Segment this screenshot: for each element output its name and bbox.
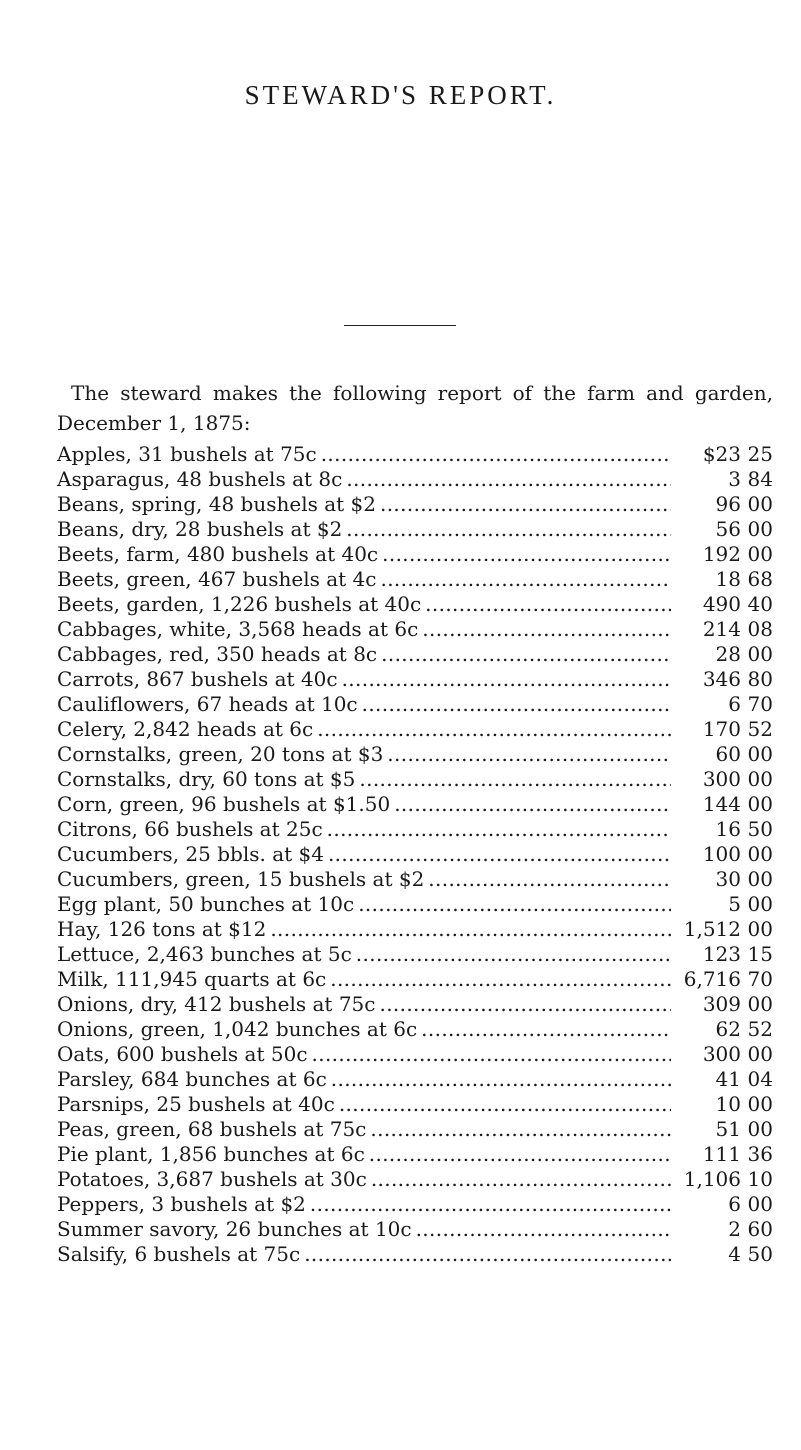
item-label: Celery, 2,842 heads at 6c — [57, 717, 314, 741]
item-dollars: 62 — [715, 1017, 741, 1041]
item-dollars: 51 — [715, 1117, 741, 1141]
item-cents: 00 — [747, 1117, 773, 1141]
page-title: STEWARD'S REPORT. — [244, 80, 557, 110]
ledger-row — [57, 917, 773, 942]
dot-leader — [425, 592, 671, 617]
dot-leader — [370, 1117, 671, 1142]
dot-leader — [342, 667, 671, 692]
dot-leader — [346, 517, 671, 542]
item-dollars: 309 — [702, 992, 741, 1016]
ledger-row — [57, 467, 773, 492]
item-dollars: 1,512 — [683, 917, 741, 941]
item-dollars: 30 — [715, 867, 741, 891]
dot-leader — [339, 1092, 671, 1117]
ledger-row — [57, 1192, 773, 1217]
dot-leader — [387, 742, 671, 767]
ledger-row — [57, 592, 773, 617]
item-dollars: 192 — [702, 542, 741, 566]
item-label: Potatoes, 3,687 bushels at 30c — [57, 1167, 367, 1191]
dot-leader — [312, 1042, 671, 1067]
divider-rule — [344, 325, 456, 326]
item-label: Apples, 31 bushels at 75c — [57, 442, 317, 466]
item-dollars: 100 — [702, 842, 741, 866]
item-dollars: 10 — [715, 1092, 741, 1116]
item-cents: 52 — [747, 1017, 773, 1041]
item-dollars: 346 — [702, 667, 741, 691]
item-label: Summer savory, 26 bunches at 10c — [57, 1217, 412, 1241]
item-label: Milk, 111,945 quarts at 6c — [57, 967, 327, 991]
ledger-row — [57, 442, 773, 467]
item-dollars: 123 — [702, 942, 741, 966]
item-dollars: 6 — [728, 1192, 741, 1216]
ledger-row — [57, 1042, 773, 1067]
dot-leader — [359, 767, 671, 792]
item-dollars: 60 — [715, 742, 741, 766]
ledger-list — [57, 442, 773, 1267]
item-dollars: 28 — [715, 642, 741, 666]
item-cents: 70 — [747, 967, 773, 991]
dot-leader — [331, 1067, 671, 1092]
ledger-row — [57, 742, 773, 767]
item-label: Parsley, 684 bunches at 6c — [57, 1067, 327, 1091]
item-cents: 00 — [747, 517, 773, 541]
ledger-row — [57, 1142, 773, 1167]
item-cents: 00 — [747, 867, 773, 891]
dot-leader — [304, 1242, 671, 1267]
ledger-row — [57, 1242, 773, 1267]
item-dollars: 5 — [728, 892, 741, 916]
item-cents: 50 — [747, 1242, 773, 1266]
item-cents: 08 — [747, 617, 773, 641]
dot-leader — [428, 867, 671, 892]
item-dollars: 170 — [702, 717, 741, 741]
item-dollars: 6,716 — [683, 967, 741, 991]
ledger-row — [57, 1117, 773, 1142]
item-dollars: 4 — [728, 1242, 741, 1266]
item-dollars: 18 — [715, 567, 741, 591]
item-cents: 04 — [747, 1067, 773, 1091]
ledger-row — [57, 1217, 773, 1242]
item-cents: 36 — [747, 1142, 773, 1166]
dot-leader — [310, 1192, 671, 1217]
item-cents: 00 — [747, 1092, 773, 1116]
dot-leader — [270, 917, 671, 942]
ledger-row — [57, 1092, 773, 1117]
dot-leader — [327, 817, 671, 842]
intro-paragraph — [57, 378, 773, 438]
item-label: Egg plant, 50 bunches at 10c — [57, 892, 355, 916]
ledger-row — [57, 692, 773, 717]
dot-leader — [317, 717, 671, 742]
ledger-row — [57, 967, 773, 992]
ledger-row — [57, 567, 773, 592]
dot-leader — [371, 1167, 671, 1192]
item-label: Cucumbers, 25 bbls. at $4 — [57, 842, 324, 866]
item-cents: 00 — [747, 917, 773, 941]
dot-leader — [422, 617, 671, 642]
dot-leader — [381, 642, 671, 667]
item-cents: 10 — [747, 1167, 773, 1191]
dot-leader — [380, 567, 671, 592]
item-cents: 60 — [747, 1217, 773, 1241]
item-dollars: 1,106 — [683, 1167, 741, 1191]
item-label: Cauliflowers, 67 heads at 10c — [57, 692, 358, 716]
item-label: Asparagus, 48 bushels at 8c — [57, 467, 343, 491]
item-label: Beets, green, 467 bushels at 4c — [57, 567, 377, 591]
ledger-row — [57, 517, 773, 542]
item-cents: 00 — [747, 842, 773, 866]
item-cents: 00 — [747, 542, 773, 566]
ledger-row — [57, 767, 773, 792]
item-dollars: 111 — [702, 1142, 741, 1166]
dot-leader — [394, 792, 671, 817]
dot-leader — [416, 1217, 671, 1242]
ledger-row — [57, 817, 773, 842]
item-cents: 40 — [747, 592, 773, 616]
ledger-row — [57, 1167, 773, 1192]
item-cents: 84 — [747, 467, 773, 491]
item-label: Cucumbers, green, 15 bushels at $2 — [57, 867, 425, 891]
item-label: Beans, dry, 28 bushels at $2 — [57, 517, 343, 541]
item-label: Cornstalks, dry, 60 tons at $5 — [57, 767, 356, 791]
item-label: Beans, spring, 48 bushels at $2 — [57, 492, 376, 516]
dot-leader — [328, 842, 671, 867]
item-cents: 70 — [747, 692, 773, 716]
item-cents: 50 — [747, 817, 773, 841]
dot-leader — [379, 992, 671, 1017]
item-cents: 00 — [747, 992, 773, 1016]
item-dollars: 3 — [728, 467, 741, 491]
intro-line-1: The steward makes the following report of the farm and garden, — [71, 381, 773, 405]
item-label: Parsnips, 25 bushels at 40c — [57, 1092, 335, 1116]
item-label: Corn, green, 96 bushels at $1.50 — [57, 792, 391, 816]
item-cents: 52 — [747, 717, 773, 741]
dot-leader — [358, 892, 671, 917]
ledger-row — [57, 1067, 773, 1092]
item-label: Carrots, 867 bushels at 40c — [57, 667, 338, 691]
ledger-row — [57, 892, 773, 917]
item-dollars: 2 — [728, 1217, 741, 1241]
ledger-row — [57, 642, 773, 667]
item-label: Pie plant, 1,856 bunches at 6c — [57, 1142, 365, 1166]
item-label: Cabbages, white, 3,568 heads at 6c — [57, 617, 419, 641]
item-dollars: 144 — [702, 792, 741, 816]
item-label: Citrons, 66 bushels at 25c — [57, 817, 323, 841]
item-dollars: 96 — [715, 492, 741, 516]
item-dollars: 41 — [715, 1067, 741, 1091]
item-cents: 25 — [747, 442, 773, 466]
ledger-row — [57, 617, 773, 642]
ledger-row — [57, 992, 773, 1017]
ledger-row — [57, 792, 773, 817]
item-label: Hay, 126 tons at $12 — [57, 917, 267, 941]
item-cents: 00 — [747, 492, 773, 516]
dot-leader — [321, 442, 671, 467]
item-label: Peas, green, 68 bushels at 75c — [57, 1117, 367, 1141]
item-label: Peppers, 3 bushels at $2 — [57, 1192, 306, 1216]
item-dollars: 16 — [715, 817, 741, 841]
item-label: Onions, green, 1,042 bunches at 6c — [57, 1017, 418, 1041]
item-dollars: 490 — [702, 592, 741, 616]
item-dollars: 56 — [715, 517, 741, 541]
dot-leader — [369, 1142, 671, 1167]
item-cents: 00 — [747, 892, 773, 916]
ledger-row — [57, 667, 773, 692]
item-dollars: $23 — [702, 442, 741, 466]
dot-leader — [362, 692, 671, 717]
item-label: Onions, dry, 412 bushels at 75c — [57, 992, 376, 1016]
item-cents: 00 — [747, 642, 773, 666]
dot-leader — [421, 1017, 671, 1042]
dot-leader — [330, 967, 671, 992]
item-cents: 68 — [747, 567, 773, 591]
dot-leader — [380, 492, 671, 517]
item-cents: 00 — [747, 792, 773, 816]
item-label: Lettuce, 2,463 bunches at 5c — [57, 942, 352, 966]
ledger-row — [57, 867, 773, 892]
ledger-row — [57, 1017, 773, 1042]
item-label: Beets, farm, 480 bushels at 40c — [57, 542, 379, 566]
item-label: Cabbages, red, 350 heads at 8c — [57, 642, 378, 666]
item-label: Cornstalks, green, 20 tons at $3 — [57, 742, 384, 766]
dot-leader — [382, 542, 671, 567]
item-dollars: 214 — [702, 617, 741, 641]
ledger-row — [57, 717, 773, 742]
ledger-row — [57, 492, 773, 517]
item-cents: 15 — [747, 942, 773, 966]
item-label: Oats, 600 bushels at 50c — [57, 1042, 308, 1066]
item-dollars: 300 — [702, 1042, 741, 1066]
item-cents: 00 — [747, 1192, 773, 1216]
ledger-row — [57, 942, 773, 967]
item-cents: 00 — [747, 767, 773, 791]
item-dollars: 300 — [702, 767, 741, 791]
intro-line-2: December 1, 1875: — [57, 411, 251, 435]
ledger-row — [57, 542, 773, 567]
dot-leader — [356, 942, 671, 967]
item-dollars: 6 — [728, 692, 741, 716]
item-label: Beets, garden, 1,226 bushels at 40c — [57, 592, 422, 616]
item-cents: 80 — [747, 667, 773, 691]
ledger-row — [57, 842, 773, 867]
dot-leader — [346, 467, 671, 492]
item-label: Salsify, 6 bushels at 75c — [57, 1242, 301, 1266]
item-cents: 00 — [747, 1042, 773, 1066]
item-cents: 00 — [747, 742, 773, 766]
